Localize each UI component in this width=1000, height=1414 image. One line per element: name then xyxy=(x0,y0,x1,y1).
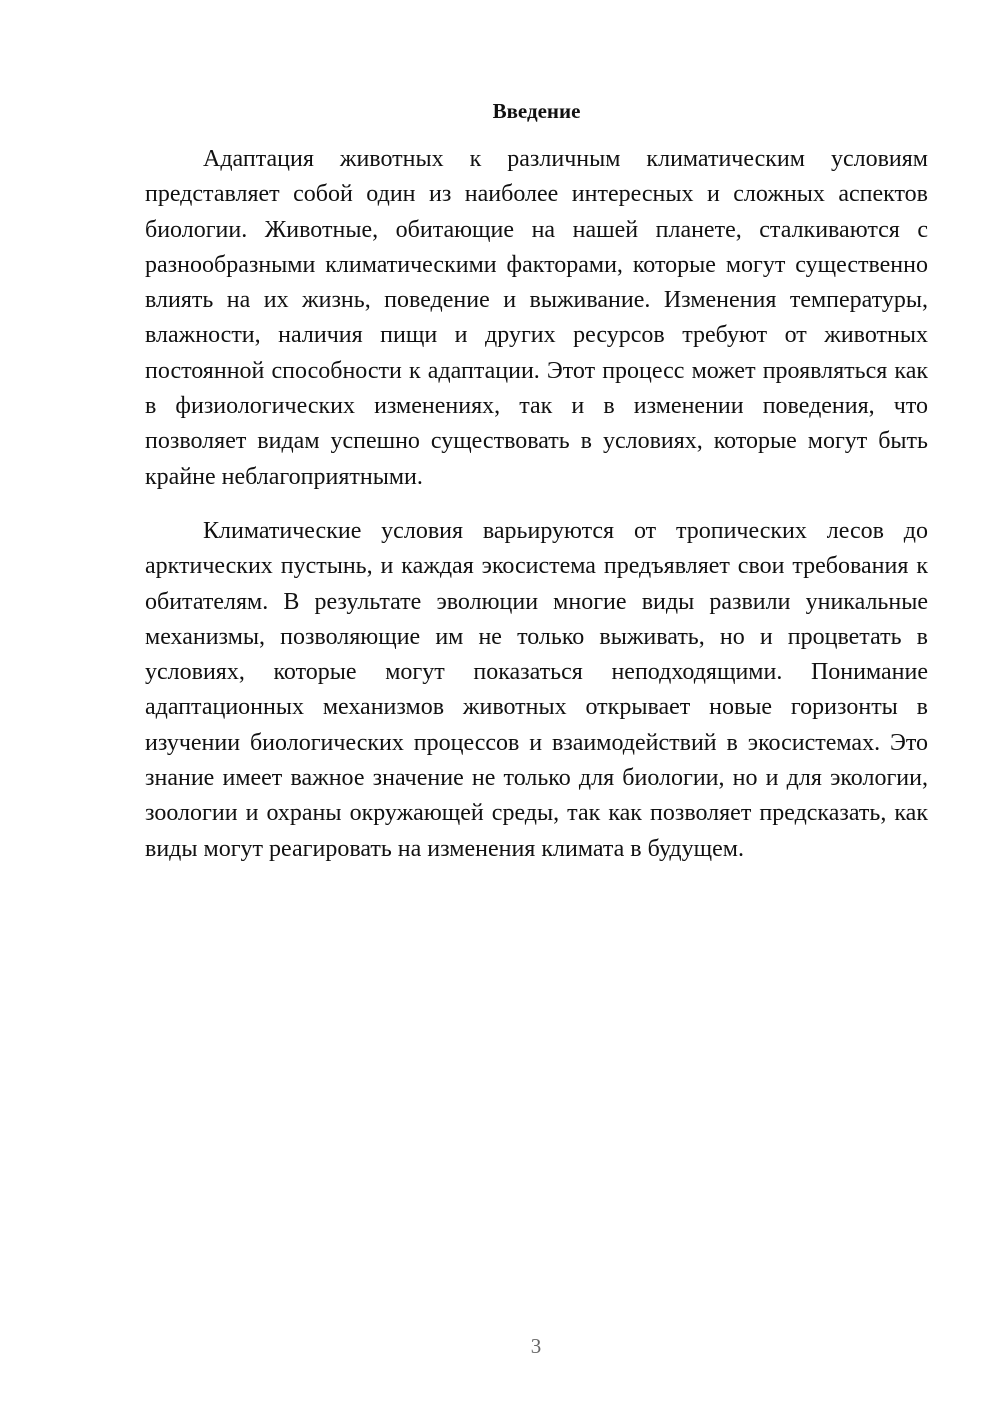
paragraph-2: Климатические условия варьируются от тропических лесов до арктических пустынь, и каждая экосистема предъявляет свои требования к обитателям. В результате эволюции многие виды развили уникальные механизмы, позволяющие им не только выживать, но и процветать в условиях, которые могут показаться неподходящими. Понимание адаптационных механизмов животных открывает новые горизонты в изучении биологических процессов и взаимодействий в экосистемах. Это знание имеет важное значение не только для биологии, но и для экологии, зоологии и охраны окружающей среды, так как позволяет предсказать, как виды могут реагировать на изменения климата в будущем. xyxy=(145,518,928,862)
page-number: 3 xyxy=(530,1334,542,1358)
section-heading: Введение xyxy=(492,99,581,123)
paragraph-1: Адаптация животных к различным климатическим условиям представляет собой один из наиболее интересных и сложных аспектов биологии. Животные, обитающие на нашей планете, сталкиваются с разнообразными климатическими факторами, которые могут существенно влиять на их жизнь, поведение и выживание. Изменения температуры, влажности, наличия пищи и других ресурсов требуют от животных постоянной способности к адаптации. Этот процесс может проявляться как в физиологических изменениях, так и в изменении поведения, что позволяет видам успешно существовать в условиях, которые могут быть крайне неблагоприятными. xyxy=(145,146,928,490)
